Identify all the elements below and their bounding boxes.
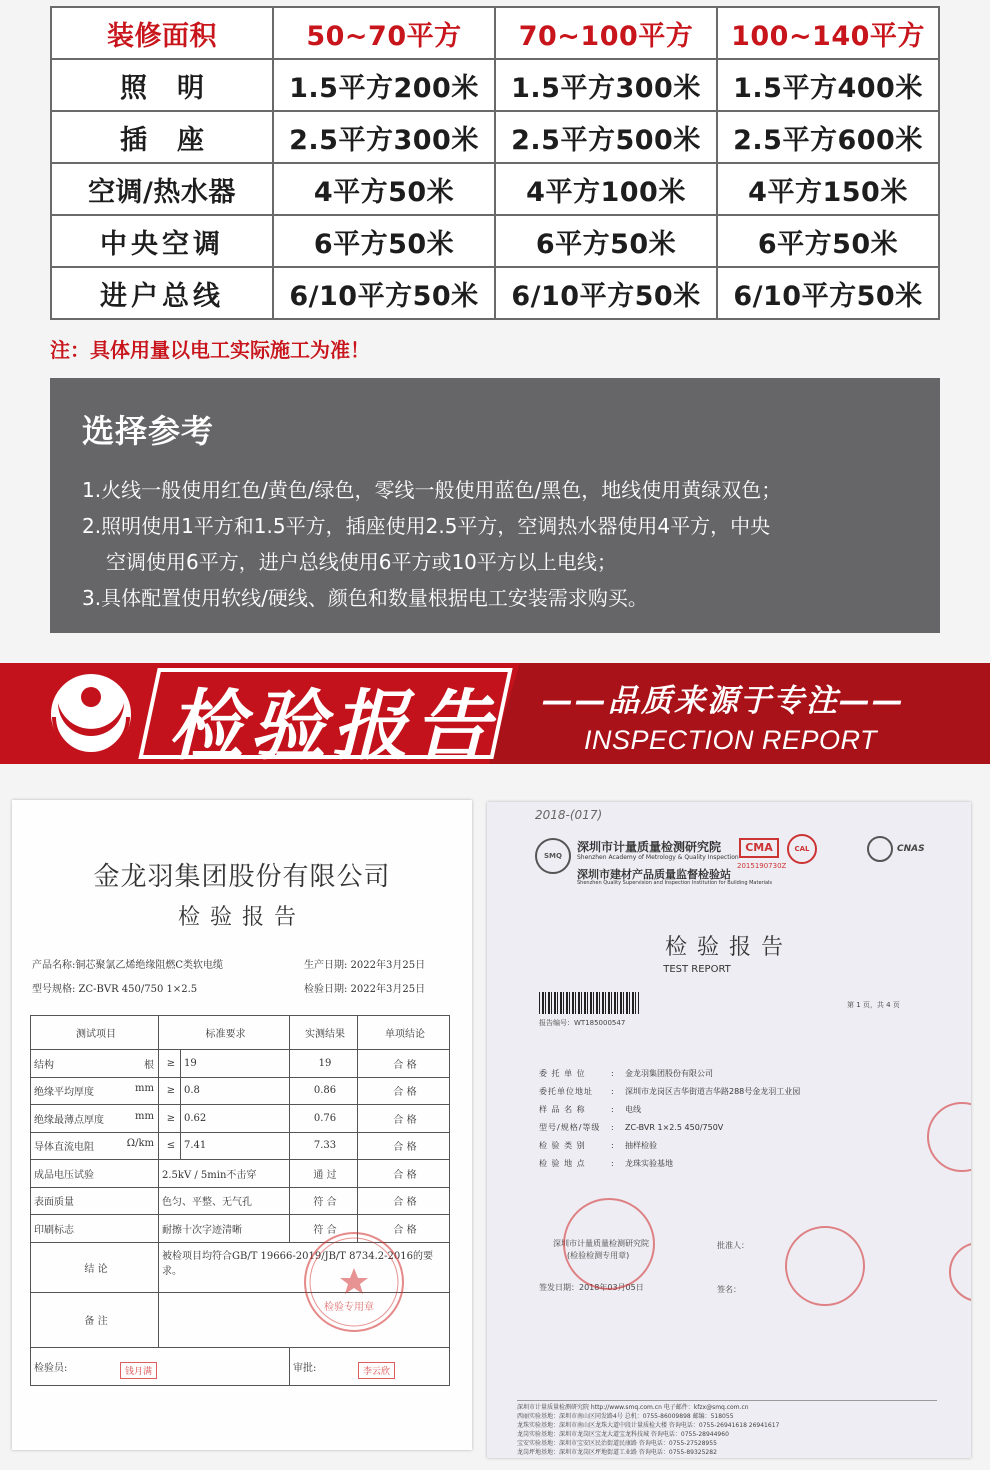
report1-conclusion: 被检项目均符合GB/T 19666-2019/JB/T 8734.2-2016的要求。 — [159, 1242, 450, 1292]
cma-logo-icon: CMA — [739, 838, 779, 858]
inspector-signature: 钱月满 — [120, 1362, 157, 1379]
report1-remark — [159, 1292, 450, 1347]
report1-prod-date: 生产日期: 2022年3月25日 — [304, 960, 426, 971]
wire-spec-table — [50, 6, 940, 320]
guide-line: 3.具体配置使用软线/硬线、颜色和数量根据电工安装需求购买。 — [82, 586, 648, 610]
report1-td: 备 注 — [31, 1292, 159, 1347]
spec-row-lighting — [51, 59, 939, 111]
report1-td: 19 — [181, 1050, 290, 1078]
report1-td: 导体直流电阻 Ω/km — [31, 1132, 159, 1160]
institute-stamp-icon — [563, 1198, 655, 1290]
stamp-text: 检验专用章 — [324, 1302, 374, 1313]
report1-td: 0.62 — [181, 1105, 290, 1133]
report1-td: 合 格 — [358, 1105, 450, 1133]
spec-cell: 1.5平方400米 — [717, 59, 939, 111]
smq-logo-icon: SMQ — [535, 838, 571, 874]
spec-row-label: 照明 — [51, 59, 273, 111]
report1-td: 色匀、平整、无气孔 — [159, 1187, 290, 1215]
spec-cell: 6平方50米 — [495, 215, 717, 267]
report1-td: 0.76 — [290, 1105, 358, 1133]
institute-name: 深圳市计量质量检测研究院 — [577, 840, 722, 854]
spec-row-label: 插座 — [51, 111, 273, 163]
field-row: 样 品 名 称 : 电线 — [539, 1105, 641, 1114]
report1-td: 通 过 — [290, 1160, 358, 1188]
stamp-org: 深圳市计量质量检测研究院 — [553, 1239, 649, 1248]
report2-subtitle: TEST REPORT — [663, 964, 731, 975]
guide-line: 2.照明使用1平方和1.5平方，插座使用2.5平方，空调热水器使用4平方，中央 — [82, 514, 771, 538]
reviewer-signature: 李云欣 — [358, 1362, 395, 1379]
spec-row-label: 空调/热水器 — [51, 163, 273, 215]
report1-td: 2.5kV / 5min不击穿 — [159, 1160, 290, 1188]
table-row — [31, 1050, 450, 1078]
table-row — [31, 1105, 450, 1133]
report1-td: 7.33 — [290, 1132, 358, 1160]
report1-td: 19 — [290, 1050, 358, 1078]
spec-cell: 2.5平方300米 — [273, 111, 495, 163]
guide-title: 选择参考 — [82, 412, 215, 450]
table-row — [31, 1187, 450, 1215]
side-stamp-icon — [927, 1102, 971, 1172]
report1-td: 0.86 — [290, 1077, 358, 1105]
barcode-icon — [539, 992, 639, 1014]
report1-td: 合 格 — [358, 1215, 450, 1243]
spec-header-area: 装修面积 — [51, 7, 273, 59]
field-row: 检 验 地 点 : 龙珠实验基地 — [539, 1159, 673, 1168]
report1-td: 审批: — [290, 1347, 450, 1385]
spec-cell: 4平方100米 — [495, 163, 717, 215]
institute-name-en: Shenzhen Academy of Metrology & Quality Inspection — [577, 854, 739, 861]
report1-td: 检验员: — [31, 1347, 290, 1385]
cal-logo-icon: CAL — [787, 834, 817, 864]
field-row: 委 托 单 位 : 金龙羽集团股份有限公司 — [539, 1069, 713, 1078]
approver-label: 批准人： — [717, 1241, 749, 1250]
spec-row-ac-heater — [51, 163, 939, 215]
report1-td: 符 合 — [290, 1187, 358, 1215]
report1-td: ≥ — [159, 1050, 181, 1078]
report1-product: 产品名称:铜芯聚氯乙烯绝缘阻燃C类软电缆 — [32, 960, 224, 971]
spec-header-70-100: 70~100平方 — [495, 7, 717, 59]
spec-cell: 1.5平方200米 — [273, 59, 495, 111]
report1-td: 合 格 — [358, 1160, 450, 1188]
report1-td: 成品电压试验 — [31, 1160, 159, 1188]
cnas-text: CNAS — [897, 844, 925, 854]
spec-row-label: 中央空调 — [51, 215, 273, 267]
table-row — [31, 1160, 450, 1188]
station-name-en: Shenzhen Quality Supervision and Inspection Institution for Building Materials — [577, 880, 773, 886]
signer-label: 签名： — [717, 1285, 741, 1294]
spec-row-socket — [51, 111, 939, 163]
spec-cell: 2.5平方500米 — [495, 111, 717, 163]
spec-row-central-ac — [51, 215, 939, 267]
report1-th: 单项结论 — [358, 1016, 450, 1050]
report1-td: 合 格 — [358, 1187, 450, 1215]
table-row — [31, 1077, 450, 1105]
spec-row-label: 进户总线 — [51, 267, 273, 319]
report-document-1 — [12, 800, 472, 1450]
spec-cell: 6/10平方50米 — [273, 267, 495, 319]
usage-note: 注：具体用量以电工实际施工为准！ — [50, 338, 370, 362]
report1-td: ≤ — [159, 1132, 181, 1160]
cma-number: 2015190730Z — [737, 862, 787, 870]
inspection-banner — [0, 663, 990, 764]
station-name: 深圳市建材产品质量监督检验站 — [577, 868, 731, 881]
spec-header-50-70: 50~70平方 — [273, 7, 495, 59]
report1-td: 符 合 — [290, 1215, 358, 1243]
report1-td: 结 论 — [31, 1242, 159, 1292]
selection-guide — [50, 378, 940, 633]
field-row: 检 验 类 别 : 抽样检验 — [539, 1141, 657, 1150]
report2-title: 检验报告 — [664, 935, 793, 960]
report1-th: 实测结果 — [290, 1016, 358, 1050]
report1-table-header — [31, 1016, 450, 1050]
table-row — [31, 1132, 450, 1160]
report1-title: 检验报告 — [177, 905, 306, 930]
spec-cell: 2.5平方600米 — [717, 111, 939, 163]
stamp-label: (检验检测专用章) — [567, 1251, 630, 1260]
guide-line: 空调使用6平方，进户总线使用6平方或10平方以上电线； — [106, 550, 617, 574]
report1-td: 合 格 — [358, 1050, 450, 1078]
spec-table-header-row — [51, 7, 939, 59]
spec-cell: 1.5平方300米 — [495, 59, 717, 111]
spec-cell: 4平方150米 — [717, 163, 939, 215]
banner-slogan-en: INSPECTION REPORT — [584, 725, 878, 755]
banner-title: 检验报告 — [168, 681, 496, 764]
report-number: 报告编号：WT185000547 — [539, 1019, 626, 1027]
report1-td: 0.8 — [181, 1077, 290, 1105]
report1-td: 结构 根 — [31, 1050, 159, 1078]
report1-td: 绝缘最薄点厚度 mm — [31, 1105, 159, 1133]
report1-td: 表面质量 — [31, 1187, 159, 1215]
field-row: 型号/规格/等级 : ZC-BVR 1×2.5 450/750V — [539, 1123, 724, 1132]
report1-td: 合 格 — [358, 1077, 450, 1105]
report2-footer: 深圳市计量质量检测研究院 http://www.smq.com.cn 电子邮件：kfzx@smq.com.cn 西丽实验基地：深圳市南山区同发路4号 总机：0755-86009898 邮编：518055 龙珠实验基地：深圳市南山区龙珠大道中段计量质检大楼 咨询电话：0755-26941618 26941617 龙岗实验基地：深圳市龙岗区宝龙大道宝龙科技城 咨询电话：0755-28944960 宝安实验基地：深圳市宝安区民治街道民康路 咨询电话：0755-27528955 龙岗坪地基地：深圳市龙岗区坪地街道工业路 咨询电话：0755-89325282 — [517, 1400, 937, 1457]
issue-date: 签发日期：2018年03月05日 — [539, 1283, 644, 1292]
field-row: 委托单位地址 : 深圳市龙岗区吉华街道吉华路288号金龙羽工业园 — [539, 1087, 801, 1096]
spec-row-main-line — [51, 267, 939, 319]
report1-th: 标准要求 — [159, 1016, 290, 1050]
report1-td: ≥ — [159, 1105, 181, 1133]
report1-td: 绝缘平均厚度 mm — [31, 1077, 159, 1105]
report1-company: 金龙羽集团股份有限公司 — [93, 862, 391, 892]
side-stamp-icon — [949, 1242, 971, 1302]
cnas-logo-icon — [867, 836, 893, 862]
spec-cell: 6平方50米 — [273, 215, 495, 267]
page-number: 第 1 页，共 4 页 — [847, 1001, 900, 1009]
spec-header-100-140: 100~140平方 — [717, 7, 939, 59]
brand-logo-icon — [48, 673, 134, 755]
spec-cell: 6平方50米 — [717, 215, 939, 267]
report1-td: 印刷标志 — [31, 1215, 159, 1243]
report1-td: 合 格 — [358, 1132, 450, 1160]
spec-cell: 6/10平方50米 — [495, 267, 717, 319]
report1-model: 型号规格: ZC-BVR 450/750 1×2.5 — [32, 984, 198, 995]
spec-cell: 6/10平方50米 — [717, 267, 939, 319]
report-document-2 — [487, 802, 971, 1458]
banner-slogan: ——品质来源于专注—— — [542, 683, 905, 719]
report1-th: 测试项目 — [31, 1016, 159, 1050]
spec-cell: 4平方50米 — [273, 163, 495, 215]
company-stamp-icon — [785, 1226, 865, 1306]
inspection-stamp-icon — [304, 1232, 404, 1332]
report1-td: ≥ — [159, 1077, 181, 1105]
report1-td: 耐擦十次字迹清晰 — [159, 1215, 290, 1243]
handwritten-note: 2018-(017) — [535, 808, 603, 822]
report1-test-date: 检验日期: 2022年3月25日 — [304, 984, 426, 995]
report1-td: 7.41 — [181, 1132, 290, 1160]
guide-line: 1.火线一般使用红色/黄色/绿色，零线一般使用蓝色/黑色，地线使用黄绿双色； — [82, 478, 782, 502]
